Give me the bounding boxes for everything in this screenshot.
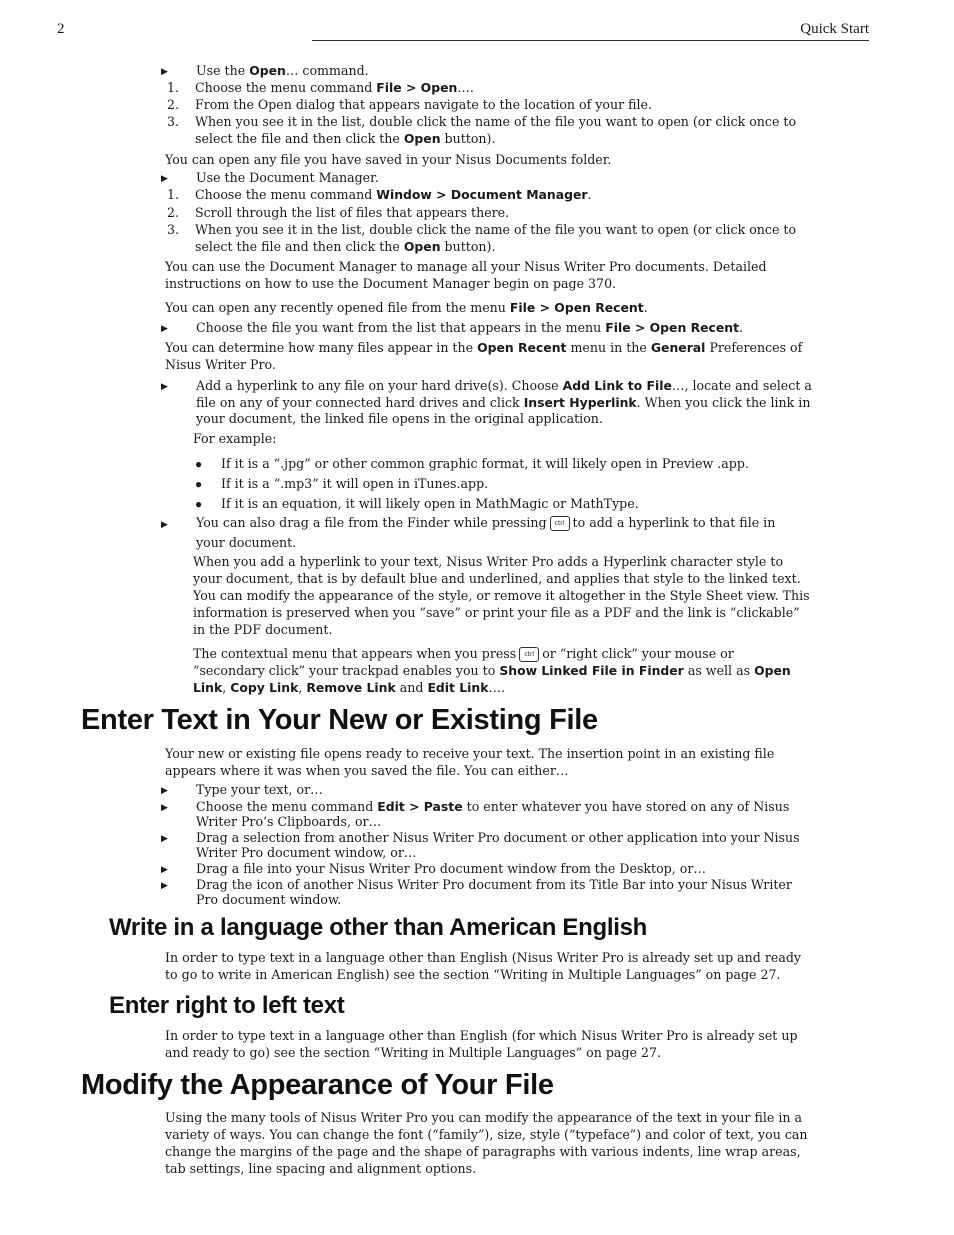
paragraph: variety of ways. You can change the font (“family”), size, style (“typeface”) and color of text, you can xyxy=(165,1127,808,1142)
bullet-triangle-icon: ▶ xyxy=(161,173,168,183)
dm-step-1: Choose the menu command Window > Document Manager. xyxy=(195,187,592,202)
paragraph: “secondary click” your trackpad enables you to Show Linked File in Finder as well as Open xyxy=(193,663,791,678)
bullet-triangle-icon: ▶ xyxy=(161,880,168,890)
open-recent-bullet: Choose the file you want from the list that appears in the menu File > Open Recent. xyxy=(196,320,744,335)
bullet-dot-icon: ● xyxy=(195,457,203,471)
bullet-dot-icon: ● xyxy=(195,497,203,511)
example-item: If it is a “.jpg” or other common graphic format, it will likely open in Preview .app. xyxy=(221,456,749,471)
paragraph: your document, that is by default blue and underlined, and applies that style to the linked text. xyxy=(193,571,801,586)
enter-bullet-cont: Writer Pro’s Clipboards, or… xyxy=(196,814,382,829)
enter-bullet-cont: Writer Pro document window, or… xyxy=(196,845,417,860)
paragraph: and ready to go) see the section “Writing in Multiple Languages” on page 27. xyxy=(165,1045,661,1060)
open-command-bullet: Use the Open… command. xyxy=(196,63,369,78)
bullet-triangle-icon: ▶ xyxy=(161,519,168,529)
example-label: For example: xyxy=(193,431,277,446)
paragraph: In order to type text in a language other than English (Nisus Writer Pro is already set up and ready xyxy=(165,950,802,965)
drag-bullet: You can also drag a file from the Finder while pressing ctrl to add a hyperlink to that file in xyxy=(196,515,776,530)
paragraph: The contextual menu that appears when you press ctrl or “right click” your mouse or xyxy=(193,646,734,661)
ctrl-key-icon: ctrl xyxy=(550,516,570,531)
paragraph: change the margins of the page and the shape of paragraphs with various indents, line wrap areas, xyxy=(165,1144,801,1159)
enter-bullet: Drag a selection from another Nisus Writer Pro document or other application into your Nisus xyxy=(196,830,800,845)
page-number: 2 xyxy=(57,21,65,37)
paragraph: appears where it was when you saved the file. You can either… xyxy=(165,763,569,778)
dm-step-3: When you see it in the list, double click the name of the file you want to open (or click once to xyxy=(195,222,797,237)
paragraph: to go to write in American English) see the section “Writing in Multiple Languages” on page 27. xyxy=(165,967,781,982)
open-step-3: When you see it in the list, double click the name of the file you want to open (or click once to xyxy=(195,114,797,129)
hyperlink-bullet-cont: file on any of your connected hard drives and click Insert Hyperlink. When you click the link in xyxy=(196,395,811,410)
step-number: 1. xyxy=(167,187,180,202)
subsection-heading: Enter right to left text xyxy=(109,992,345,1019)
bullet-triangle-icon: ▶ xyxy=(161,864,168,874)
paragraph: You can determine how many files appear in the Open Recent menu in the General Preferences of xyxy=(165,340,803,355)
example-item: If it is an equation, it will likely open in MathMagic or MathType. xyxy=(221,496,639,511)
running-header-title: Quick Start xyxy=(800,21,869,37)
bullet-dot-icon: ● xyxy=(195,477,203,491)
paragraph: In order to type text in a language other than English (for which Nisus Writer Pro is already set up xyxy=(165,1028,798,1043)
paragraph: Using the many tools of Nisus Writer Pro you can modify the appearance of the text in your file in a xyxy=(165,1110,802,1125)
dm-step-3-cont: select the file and then click the Open button). xyxy=(195,239,496,254)
open-step-2: From the Open dialog that appears navigate to the location of your file. xyxy=(195,97,653,112)
subsection-heading: Write in a language other than American English xyxy=(109,914,647,941)
paragraph: You can modify the appearance of the style, or remove it altogether in the Style Sheet view. This xyxy=(193,588,810,603)
section-heading: Modify the Appearance of Your File xyxy=(81,1069,554,1101)
example-item: If it is a “.mp3” it will open in iTunes.app. xyxy=(221,476,489,491)
drag-bullet-cont: your document. xyxy=(196,535,297,550)
paragraph: You can use the Document Manager to manage all your Nisus Writer Pro documents. Detailed xyxy=(165,259,767,274)
enter-bullet: Type your text, or… xyxy=(196,782,323,797)
bullet-triangle-icon: ▶ xyxy=(161,323,168,333)
step-number: 1. xyxy=(167,80,180,95)
paragraph: When you add a hyperlink to your text, Nisus Writer Pro adds a Hyperlink character style to xyxy=(193,554,784,569)
bullet-triangle-icon: ▶ xyxy=(161,802,168,812)
step-number: 3. xyxy=(167,222,180,237)
open-step-1: Choose the menu command File > Open…. xyxy=(195,80,474,95)
hyperlink-bullet-cont: your document, the linked file opens in the original application. xyxy=(196,411,603,426)
enter-bullet: Choose the menu command Edit > Paste to enter whatever you have stored on any of Nisus xyxy=(196,799,790,814)
bullet-triangle-icon: ▶ xyxy=(161,66,168,76)
open-step-3-cont: select the file and then click the Open button). xyxy=(195,131,496,146)
paragraph: You can open any recently opened file from the menu File > Open Recent. xyxy=(165,300,648,315)
step-number: 2. xyxy=(167,97,180,112)
section-heading: Enter Text in Your New or Existing File xyxy=(81,704,598,736)
step-number: 3. xyxy=(167,114,180,129)
step-number: 2. xyxy=(167,205,180,220)
enter-bullet-cont: Pro document window. xyxy=(196,892,342,907)
ctrl-key-icon: ctrl xyxy=(519,647,539,662)
paragraph: Link, Copy Link, Remove Link and Edit Link…. xyxy=(193,680,506,695)
paragraph: Nisus Writer Pro. xyxy=(165,357,276,372)
document-manager-bullet: Use the Document Manager. xyxy=(196,170,379,185)
header-rule xyxy=(312,40,869,41)
paragraph: Your new or existing file opens ready to receive your text. The insertion point in an existing file xyxy=(165,746,775,761)
paragraph: tab settings, line spacing and alignment options. xyxy=(165,1161,477,1176)
bullet-triangle-icon: ▶ xyxy=(161,833,168,843)
enter-bullet: Drag a file into your Nisus Writer Pro document window from the Desktop, or… xyxy=(196,861,706,876)
paragraph: information is preserved when you “save” or print your file as a PDF and the link is “clickable” xyxy=(193,605,800,620)
enter-bullet: Drag the icon of another Nisus Writer Pro document from its Title Bar into your Nisus Writer xyxy=(196,877,792,892)
paragraph: in the PDF document. xyxy=(193,622,333,637)
paragraph: You can open any file you have saved in your Nisus Documents folder. xyxy=(165,152,612,167)
paragraph: instructions on how to use the Document Manager begin on page 370. xyxy=(165,276,617,291)
bullet-triangle-icon: ▶ xyxy=(161,785,168,795)
bullet-triangle-icon: ▶ xyxy=(161,381,168,391)
hyperlink-bullet: Add a hyperlink to any file on your hard drive(s). Choose Add Link to File…, locate and select a xyxy=(196,378,812,393)
dm-step-2: Scroll through the list of files that appears there. xyxy=(195,205,510,220)
